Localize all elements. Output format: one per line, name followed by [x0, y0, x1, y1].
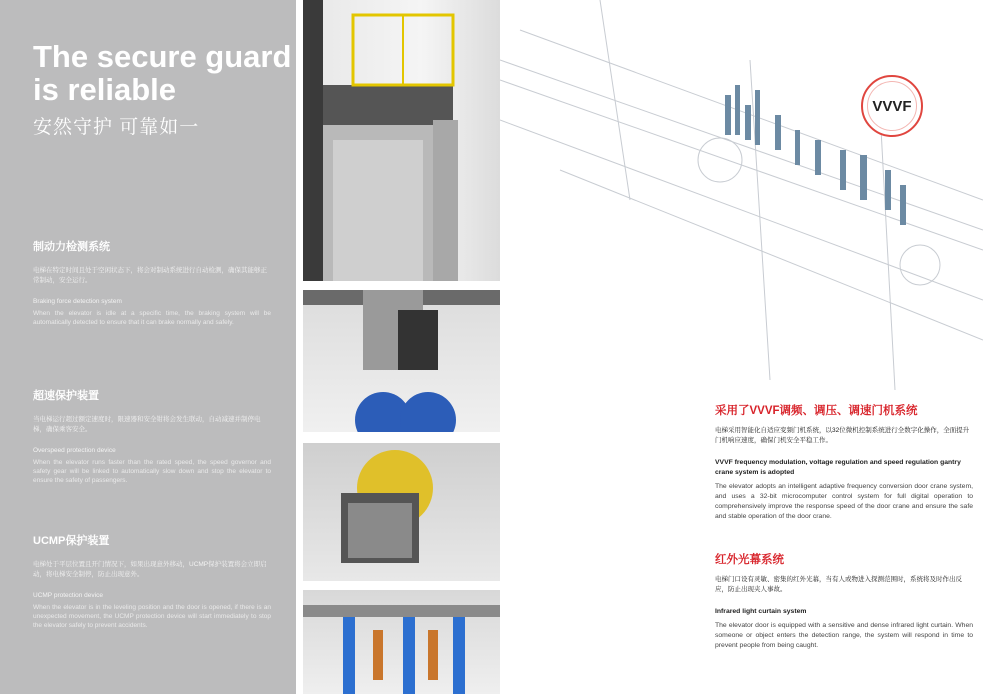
section-infrared	[715, 551, 973, 651]
photo-column	[296, 0, 506, 694]
section-text-en: The elevator door is equipped with a sensitive and dense infrared light curtain. When someone or object enters the detection range, the system will respond in time to prevent people from being caught.	[715, 622, 973, 649]
section-text-en: When the elevator is in the leveling position and the door is opened, if there is an unexpected movement, the UCMP protection device will start immediately to stop the elevator safely to prevent accidents.	[33, 604, 271, 629]
section-title-en: Overspeed protection device	[33, 447, 116, 454]
page-title: The secure guard is reliable	[33, 39, 292, 107]
door-crane-sketch	[500, 0, 983, 390]
elevator-car-photo	[303, 0, 500, 281]
section-title-en: Braking force detection system	[33, 298, 122, 305]
section-text-en: When the elevator is idle at a specific time, the braking system will be automatically detected to ensure that it can brake normally and safely.	[33, 310, 271, 326]
speed-governor-photo	[303, 443, 500, 581]
section-title-en: VVVF frequency modulation, voltage regulation and speed regulation gantry crane system is adopted	[715, 459, 961, 476]
section-title: 采用了VVVF调频、调压、调速门机系统	[715, 405, 918, 417]
door-machine-photo	[303, 590, 500, 694]
section-text-en: When the elevator runs faster than the rated speed, the speed governor and safety gear will be linked to automatically slow down and stop the elevator to ensure the safety of passengers.	[33, 459, 271, 484]
section-title: 超速保护装置	[33, 390, 99, 402]
left-panel	[0, 0, 296, 694]
section-vvvf	[715, 402, 973, 522]
page-subtitle: 安然守护 可靠如一	[33, 117, 200, 138]
vvvf-logo: VVVF	[861, 75, 923, 137]
section-braking	[33, 238, 271, 327]
section-text-cn: 电梯在特定时间且处于空闲状态下，将会对制动系统进行自动检测，确保其能够正常制动，安全运行。	[33, 267, 267, 284]
section-title: UCMP保护装置	[33, 535, 110, 547]
section-text-cn: 电梯采用智能化自适应变频门机系统，以32位微机控制系统进行全数字化操作，全面提升门机响应速度，确保门机安全平稳工作。	[715, 427, 970, 444]
section-title: 红外光幕系统	[715, 554, 784, 566]
section-text-en: The elevator adopts an intelligent adaptive frequency conversion door crane system, and uses a 32-bit microcomputer control system for full digital operation to comprehensively improve the response speed of the door crane and ensure the safe and stable operation of the door crane.	[715, 483, 973, 520]
section-ucmp	[33, 532, 271, 630]
section-title: 制动力检测系统	[33, 241, 110, 253]
section-title-en: UCMP protection device	[33, 592, 103, 599]
section-overspeed	[33, 387, 271, 485]
section-text-cn: 电梯处于平层位置且开门情况下，如果出现意外移动，UCMP保护装置将会立即启动，将电梯安全制停，防止出现意外。	[33, 561, 267, 578]
section-text-cn: 当电梯运行超过额定速度时，限速器和安全钳将会发生联动，自动减速并制停电梯，确保乘客安全。	[33, 416, 261, 433]
section-title-en: Infrared light curtain system	[715, 608, 807, 615]
safety-gear-photo	[303, 290, 500, 432]
section-text-cn: 电梯门口设有灵敏、密集的红外光幕，当有人或物进入探测范围时，系统将及时作出反应，防止出现夹人事故。	[715, 576, 962, 593]
